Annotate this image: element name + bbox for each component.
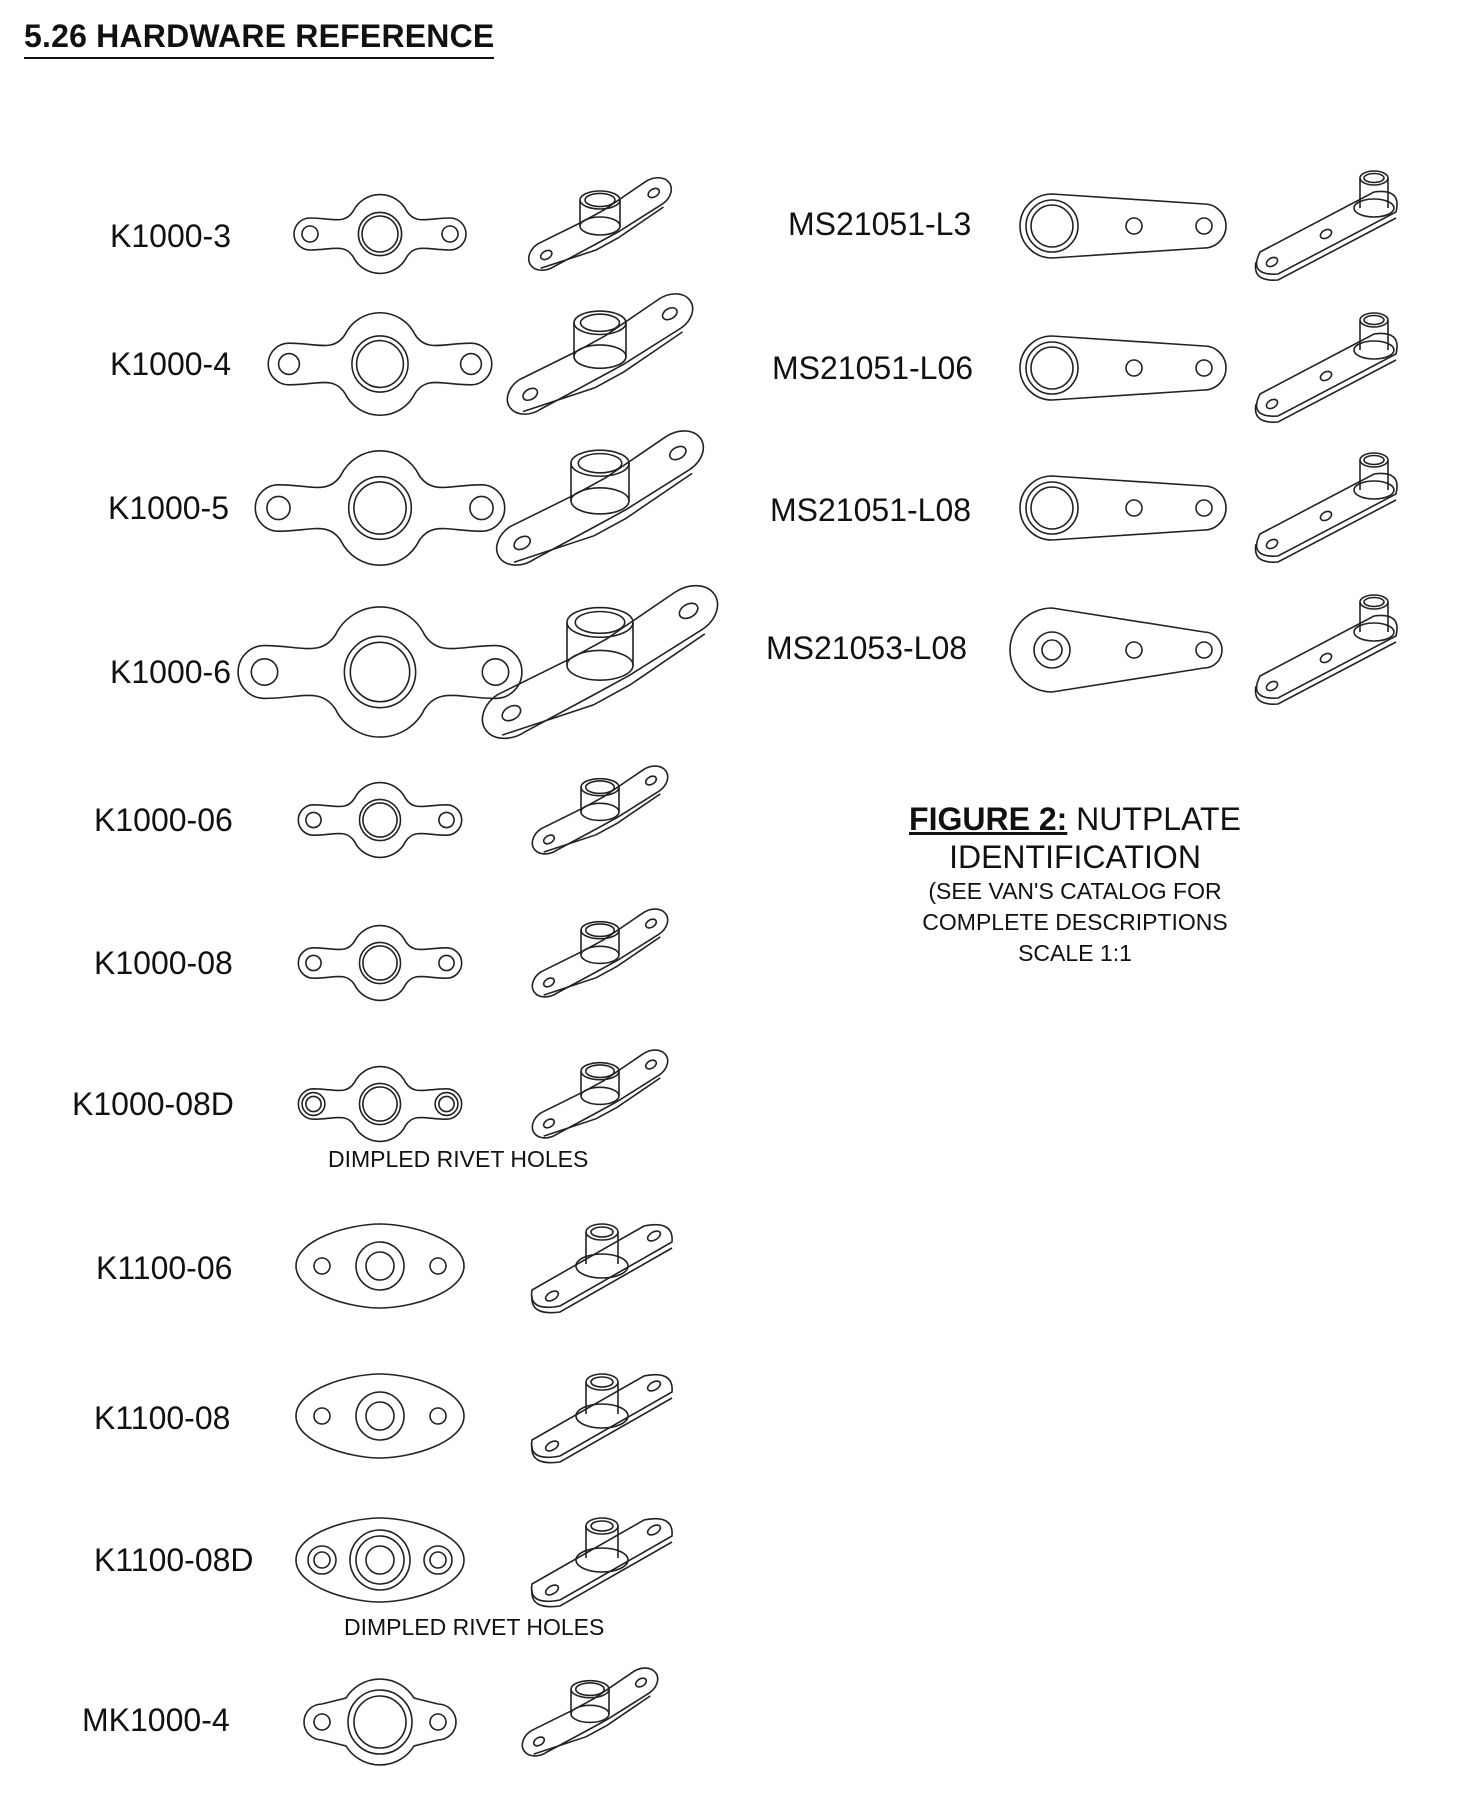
nutplate-top-view [1010, 608, 1222, 692]
nutplate-iso-view [532, 909, 667, 997]
nutplate-iso-view [529, 178, 672, 271]
label-ms21051-l3: MS21051-L3 [788, 206, 972, 242]
nutplate-top-view [296, 1374, 464, 1458]
figure-line2: IDENTIFICATION [949, 839, 1201, 875]
label-k1000-06: K1000-06 [94, 802, 233, 838]
nutplate-iso-view [532, 1374, 673, 1463]
nutplate-top-view [296, 1518, 464, 1602]
nutplate-top-view [298, 1067, 461, 1142]
note-dimpled-2: DIMPLED RIVET HOLES [344, 1614, 605, 1640]
label-k1000-08: K1000-08 [94, 945, 233, 981]
nutplate-iso-view [507, 294, 692, 414]
label-ms21051-l08: MS21051-L08 [770, 492, 972, 528]
nutplate-top-view [1020, 336, 1226, 400]
nutplate-iso-view [1255, 171, 1397, 280]
nutplate-iso-view [522, 1668, 657, 1756]
nutplate-iso-view [482, 586, 717, 739]
figure-title: FIGURE 2: [909, 801, 1068, 837]
nutplate-iso-view [1255, 595, 1397, 704]
label-mk1000-4: MK1000-4 [82, 1702, 230, 1738]
label-k1000-6: K1000-6 [110, 654, 231, 690]
nutplate-iso-view [1255, 313, 1397, 422]
label-k1100-08d: K1100-08D [94, 1542, 254, 1578]
nutplate-iso-view [532, 1518, 673, 1607]
label-k1100-08: K1100-08 [94, 1400, 231, 1436]
figure-line4: COMPLETE DESCRIPTIONS [922, 909, 1228, 935]
label-k1100-06: K1100-06 [96, 1250, 233, 1286]
nutplate-top-view [296, 1224, 464, 1308]
nutplate-top-view [1020, 476, 1226, 540]
label-ms21053-l08: MS21053-L08 [766, 630, 968, 666]
label-k1000-08d: K1000-08D [72, 1086, 234, 1122]
nutplate-top-view [238, 607, 522, 737]
nutplate-top-view [304, 1679, 456, 1765]
page-heading: 5.26 HARDWARE REFERENCE [24, 18, 494, 59]
nutplate-top-view [294, 195, 466, 274]
nutplate-top-view [298, 926, 461, 1001]
nutplate-top-view [268, 313, 492, 416]
label-k1000-3: K1000-3 [110, 218, 231, 254]
label-ms21051-l06: MS21051-L06 [772, 350, 974, 386]
figure-title-rest: NUTPLATE [1067, 801, 1241, 837]
label-k1000-5: K1000-5 [108, 490, 229, 526]
nutplate-top-view [1020, 194, 1226, 258]
nutplate-iso-view [532, 1050, 667, 1138]
nutplate-iso-view [497, 431, 704, 565]
nutplate-top-view [298, 783, 461, 858]
label-k1000-4: K1000-4 [110, 346, 231, 382]
nutplate-iso-view [532, 1224, 673, 1313]
nutplate-iso-view [1255, 453, 1397, 562]
nutplate-iso-view [532, 766, 667, 854]
figure-line5: SCALE 1:1 [1018, 940, 1132, 966]
nutplate-top-view [255, 451, 504, 565]
figure-line3: (SEE VAN'S CATALOG FOR [928, 878, 1222, 904]
note-dimpled-1: DIMPLED RIVET HOLES [328, 1146, 589, 1172]
